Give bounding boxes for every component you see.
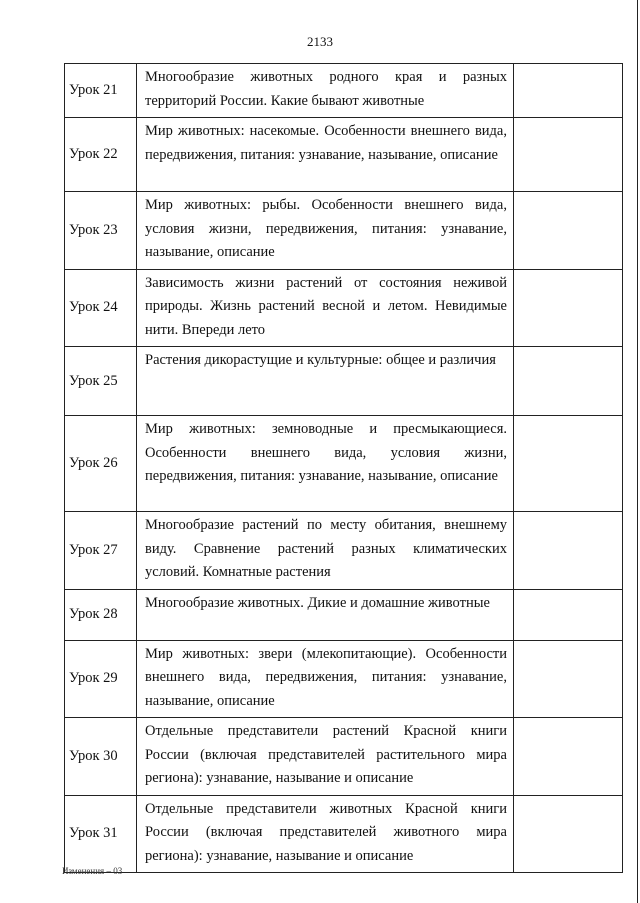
lesson-number: Урок 27 — [65, 512, 137, 590]
lesson-number: Урок 21 — [65, 64, 137, 118]
lesson-topic: Зависимость жизни растений от состояния неживой природы. Жизнь растений весной и летом. Невидимые нити. Впереди лето — [137, 269, 514, 347]
lesson-number: Урок 30 — [65, 718, 137, 796]
table-row — [65, 589, 623, 640]
footer-revision: Изменения – 03 — [62, 866, 123, 876]
table-row — [65, 347, 623, 416]
lesson-number: Урок 24 — [65, 269, 137, 347]
lesson-extra-cell — [514, 269, 623, 347]
lesson-extra-cell — [514, 589, 623, 640]
lesson-topic: Мир животных: рыбы. Особенности внешнего вида, условия жизни, передвижения, питания: узнавание, называние, описание — [137, 192, 514, 270]
table-row — [65, 640, 623, 718]
table-row — [65, 416, 623, 512]
page-number: 2133 — [307, 34, 333, 49]
lesson-extra-cell — [514, 118, 623, 192]
lesson-topic: Мир животных: звери (млекопитающие). Особенности внешнего вида, передвижения, питания: узнавание, называние, описание — [137, 640, 514, 718]
table-row — [65, 795, 623, 873]
table-row — [65, 512, 623, 590]
lesson-topic: Отдельные представители животных Красной книги России (включая представителей животного мира региона): узнавание, называние и описание — [137, 795, 514, 873]
lesson-number: Урок 26 — [65, 416, 137, 512]
table-row — [65, 118, 623, 192]
lesson-table — [64, 63, 623, 873]
lesson-number: Урок 28 — [65, 589, 137, 640]
lesson-number: Урок 31 — [65, 795, 137, 873]
lesson-topic: Многообразие животных. Дикие и домашние животные — [137, 589, 514, 640]
lesson-extra-cell — [514, 192, 623, 270]
lesson-number: Урок 25 — [65, 347, 137, 416]
lesson-topic: Многообразие растений по месту обитания, внешнему виду. Сравнение растений разных климатических условий. Комнатные растения — [137, 512, 514, 590]
lesson-topic: Многообразие животных родного края и разных территорий России. Какие бывают животные — [137, 64, 514, 118]
lesson-topic: Отдельные представители растений Красной книги России (включая представителей растительного мира региона): узнавание, называние и описание — [137, 718, 514, 796]
lesson-extra-cell — [514, 640, 623, 718]
page-edge-line — [637, 0, 638, 903]
lesson-extra-cell — [514, 64, 623, 118]
lesson-extra-cell — [514, 718, 623, 796]
lesson-topic: Мир животных: земноводные и пресмыкающиеся. Особенности внешнего вида, условия жизни, передвижения, питания: узнавание, называние, описание — [137, 416, 514, 512]
lesson-number: Урок 22 — [65, 118, 137, 192]
lesson-number: Урок 29 — [65, 640, 137, 718]
lesson-extra-cell — [514, 795, 623, 873]
lesson-topic: Мир животных: насекомые. Особенности внешнего вида, передвижения, питания: узнавание, называние, описание — [137, 118, 514, 192]
lesson-topic: Растения дикорастущие и культурные: общее и различия — [137, 347, 514, 416]
lesson-extra-cell — [514, 512, 623, 590]
table-row — [65, 718, 623, 796]
table-row — [65, 269, 623, 347]
table-row — [65, 64, 623, 118]
table-row — [65, 192, 623, 270]
lesson-extra-cell — [514, 416, 623, 512]
lesson-number: Урок 23 — [65, 192, 137, 270]
lesson-extra-cell — [514, 347, 623, 416]
